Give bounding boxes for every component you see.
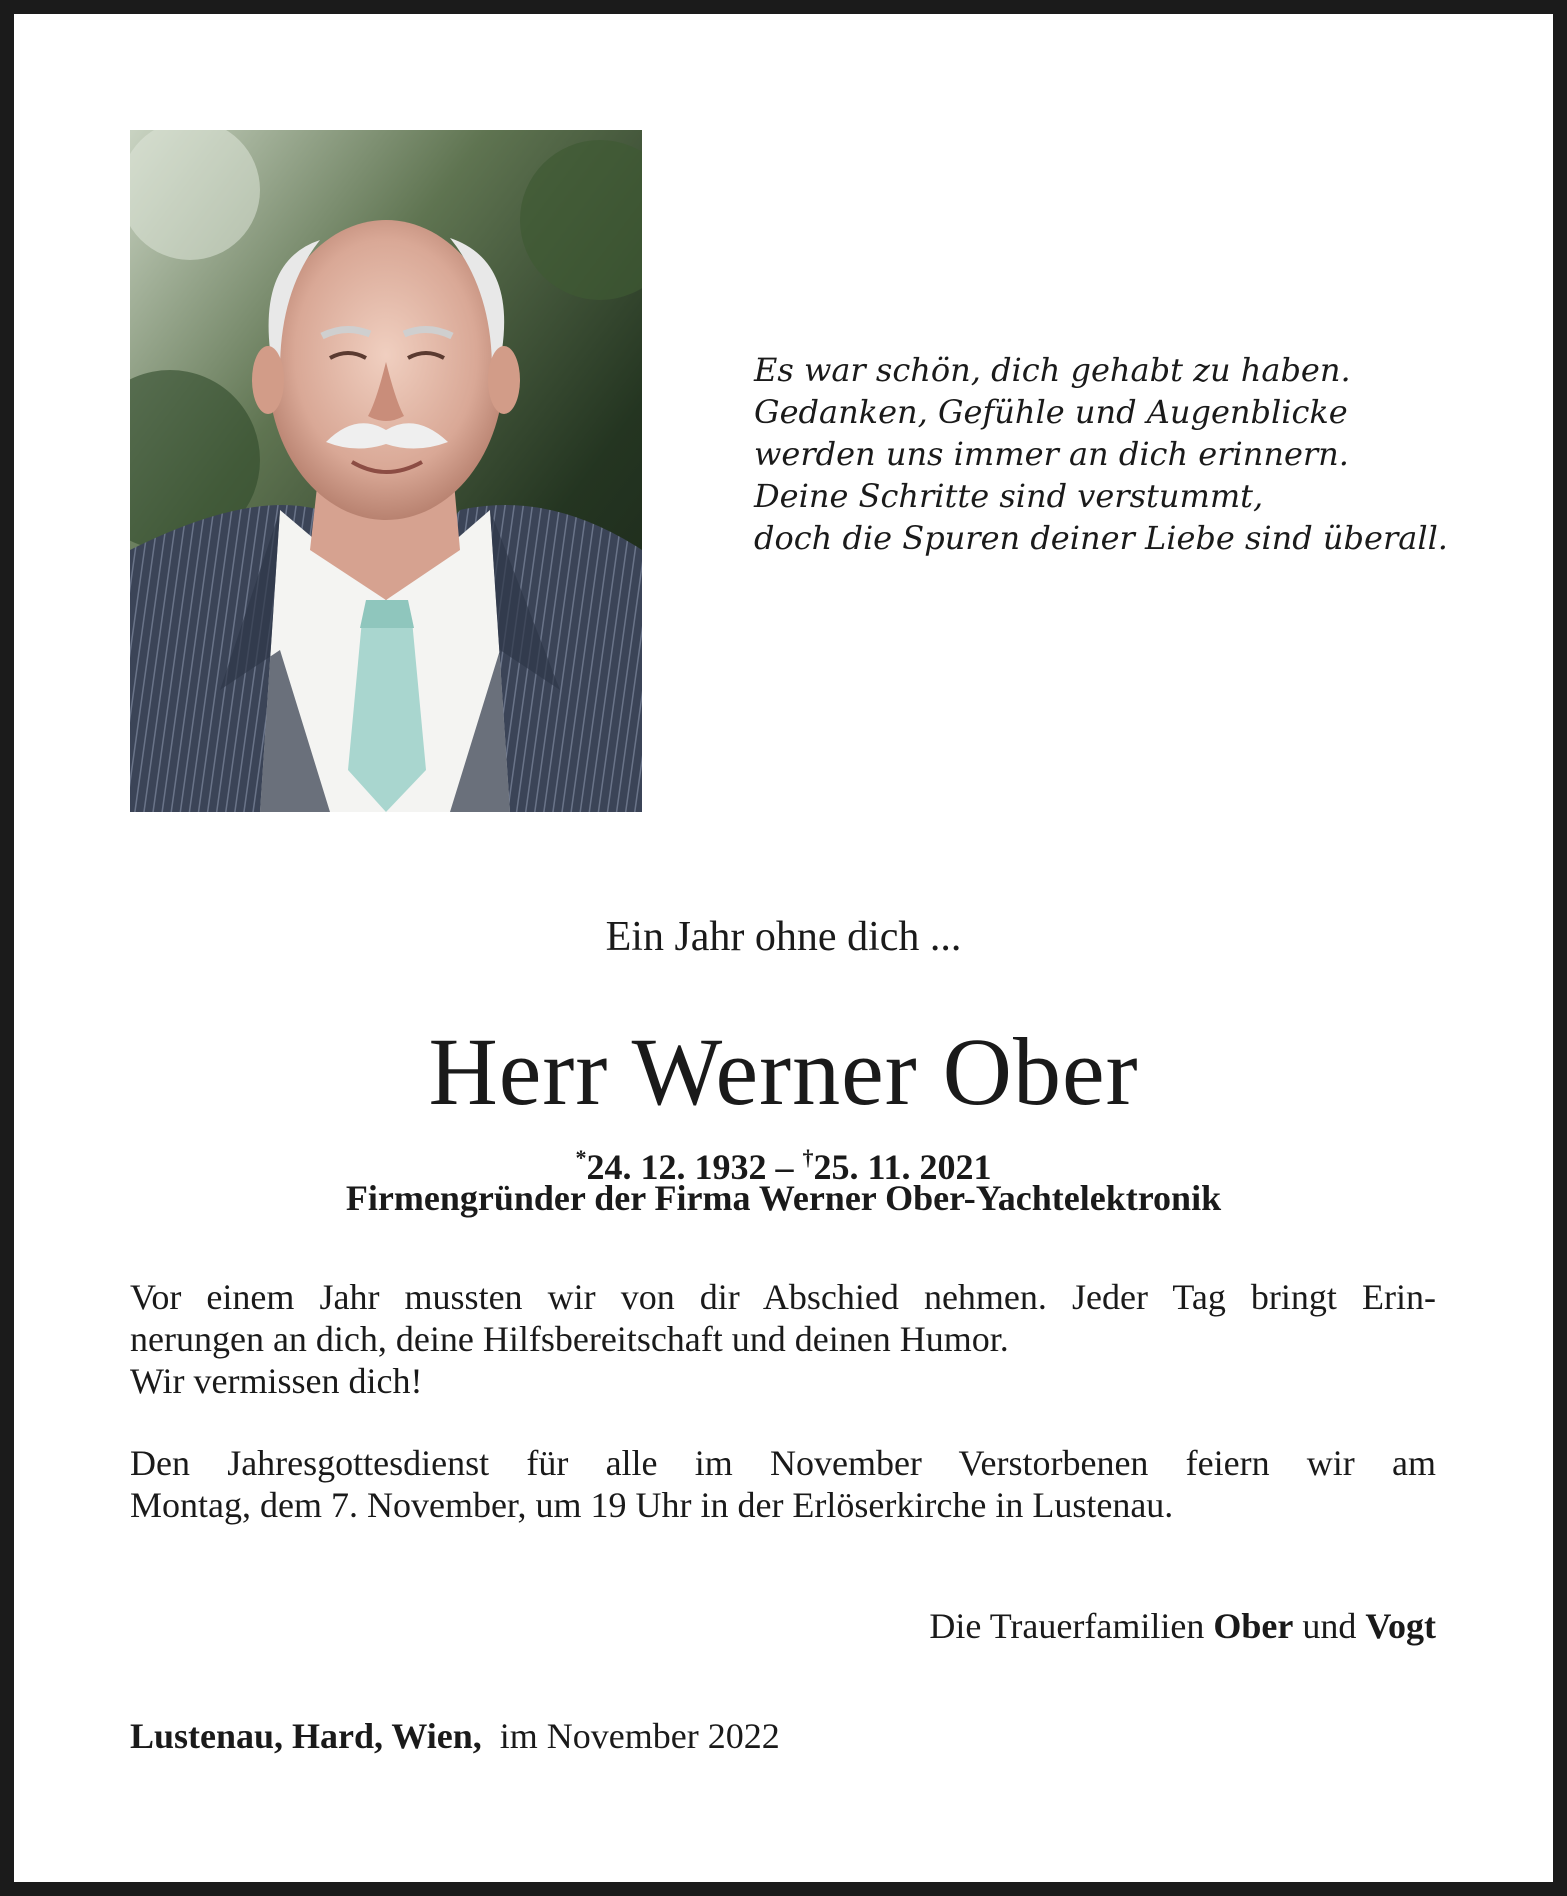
paragraph-line: Vor einem Jahr mussten wir von dir Abschied nehmen. Jeder Tag bringt Erin-: [130, 1277, 1436, 1317]
birth-symbol: *: [575, 1145, 587, 1170]
locations: Lustenau, Hard, Wien,: [130, 1716, 482, 1756]
paragraph-line: nerungen an dich, deine Hilfsbereitschaft und deinen Humor.: [130, 1319, 1009, 1359]
memorial-paragraph: [130, 1276, 1436, 1402]
poem-line: Gedanken, Gefühle und Augenblicke: [754, 393, 1348, 431]
portrait-photo: [130, 130, 642, 812]
portrait-image: [130, 130, 642, 812]
paragraph-line: Montag, dem 7. November, um 19 Uhr in der Erlöserkirche in Lustenau.: [130, 1485, 1174, 1525]
deceased-name: Herr Werner Ober: [428, 1018, 1139, 1125]
paragraph-line: Wir vermissen dich!: [130, 1361, 423, 1401]
service-paragraph: [130, 1442, 1436, 1526]
families-joiner: und: [1293, 1606, 1366, 1646]
poem-line: doch die Spuren deiner Liebe sind überall.: [754, 519, 1448, 557]
poem-line: werden uns immer an dich erinnern.: [754, 435, 1349, 473]
poem-line: Es war schön, dich gehabt zu haben.: [754, 351, 1351, 389]
family-name-ober: Ober: [1213, 1606, 1294, 1646]
publication-date: im November 2022: [499, 1716, 780, 1756]
poem-line: Deine Schritte sind verstummt,: [754, 477, 1264, 515]
families-prefix: Die Trauerfamilien: [929, 1606, 1214, 1646]
family-name-vogt: Vogt: [1365, 1606, 1436, 1646]
role-line: Firmengründer der Firma Werner Ober-Yachtelektronik: [345, 1178, 1222, 1218]
birth-date: 24. 12. 1932: [586, 1147, 767, 1187]
obituary-page: [14, 14, 1553, 1882]
intro-text: Ein Jahr ohne dich ...: [605, 914, 962, 960]
signature-families: [130, 1604, 1436, 1648]
poem: [754, 349, 1448, 559]
paragraph-line: Den Jahresgottesdienst für alle im November Verstorbenen feiern wir am: [130, 1443, 1436, 1483]
place-and-date: [130, 1714, 780, 1758]
date-separator: –: [766, 1147, 803, 1187]
death-date: 25. 11. 2021: [813, 1147, 992, 1187]
death-symbol: †: [802, 1145, 814, 1170]
